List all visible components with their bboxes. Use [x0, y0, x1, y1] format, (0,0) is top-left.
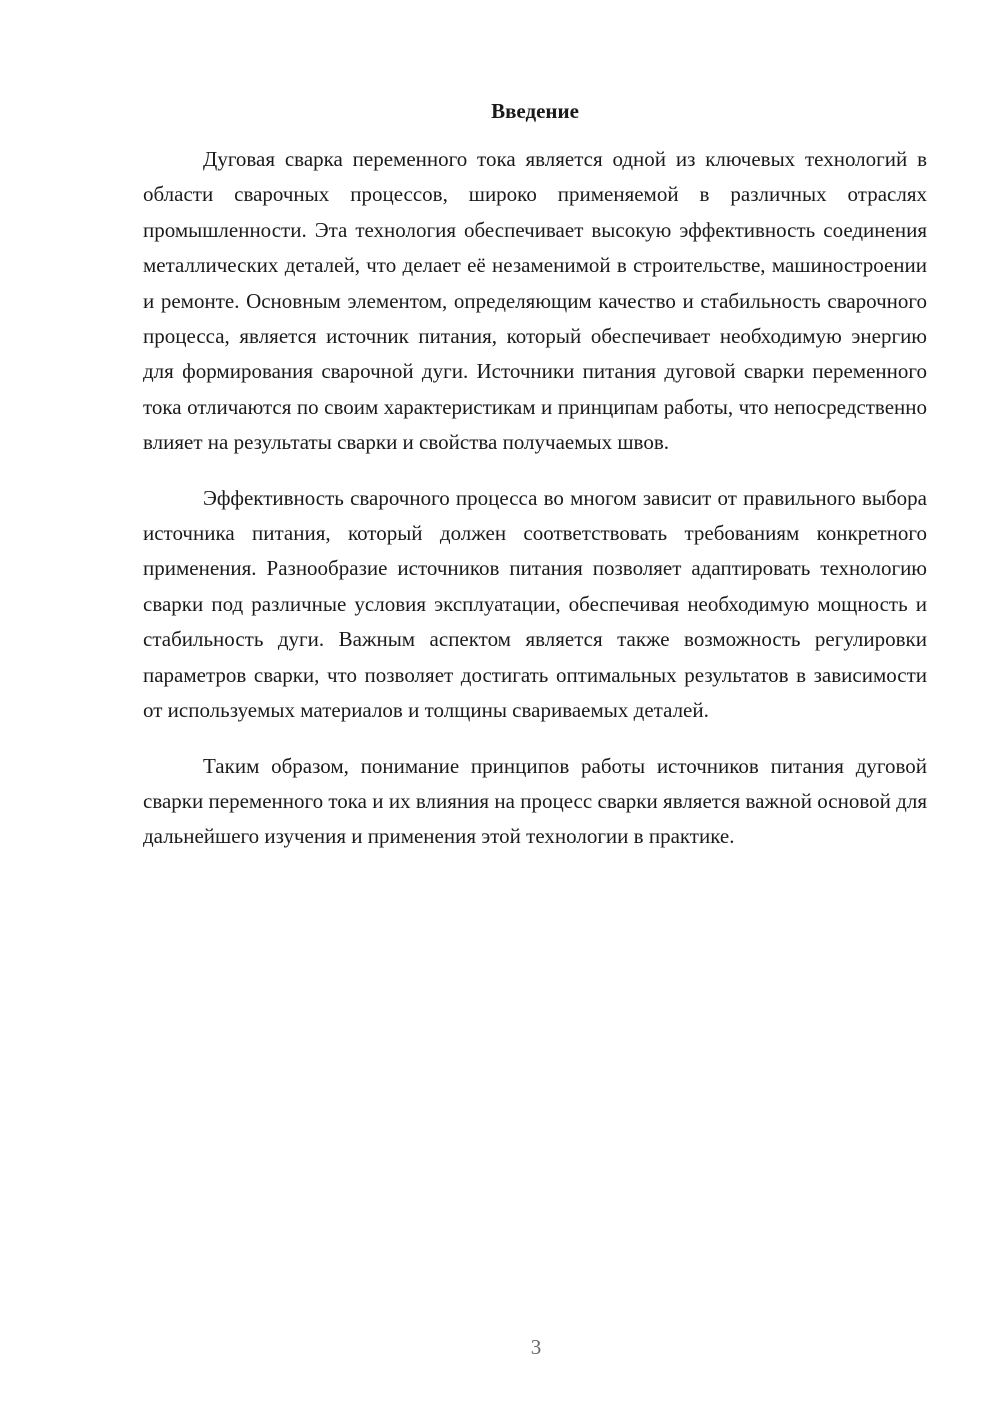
- paragraph-1: Дуговая сварка переменного тока является одной из ключевых технологий в области сварочных процессов, широко применяемой в различных отраслях промышленности. Эта технология обеспечивает высокую эффективность соединения металлических деталей, что делает её незаменимой в строительстве, машиностроении и ремонте. Основным элементом, определяющим качество и стабильность сварочного процесса, является источник питания, который обеспечивает необходимую энергию для формирования сварочной дуги. Источники питания дуговой сварки переменного тока отличаются по своим характеристикам и принципам работы, что непосредственно влияет на результаты сварки и свойства получаемых швов.: [143, 147, 927, 455]
- page-number: 3: [530, 1335, 542, 1359]
- body-text: [143, 142, 927, 875]
- paragraph-3: Таким образом, понимание принципов работы источников питания дуговой сварки переменного тока и их влияния на процесс сварки является важной основой для дальнейшего изучения и применения этой технологии в практике.: [143, 753, 927, 849]
- section-heading: Введение: [491, 99, 579, 123]
- paragraph-2: Эффективность сварочного процесса во многом зависит от правильного выбора источника питания, который должен соответствовать требованиям конкретного применения. Разнообразие источников питания позволяет адаптировать технологию сварки под различные условия эксплуатации, обеспечивая необходимую мощность и стабильность дуги. Важным аспектом является также возможность регулировки параметров сварки, что позволяет достигать оптимальных результатов в зависимости от используемых материалов и толщины свариваемых деталей.: [143, 485, 927, 723]
